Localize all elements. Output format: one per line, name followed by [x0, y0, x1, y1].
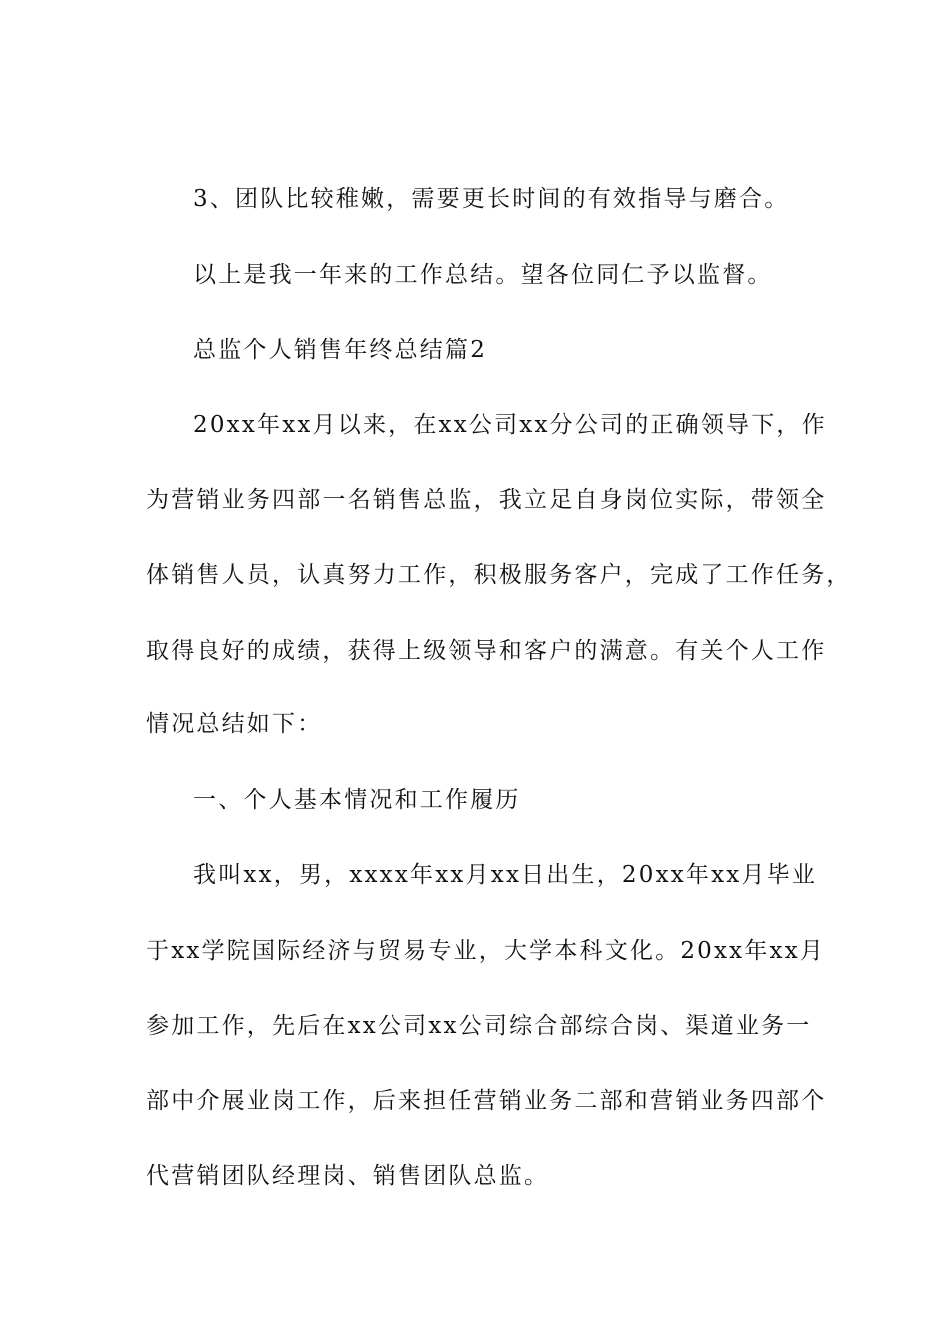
paragraph-intro-line-3: 体销售人员，认真努力工作，积极服务客户，完成了工作任务， — [146, 562, 852, 588]
paragraph-resume-line-5: 代营销团队经理岗、销售团队总监。 — [146, 1163, 550, 1189]
paragraph-intro-line-4: 取得良好的成绩，获得上级领导和客户的满意。有关个人工作 — [146, 638, 827, 664]
paragraph-intro-line-2: 为营销业务四部一名销售总监，我立足自身岗位实际，带领全 — [146, 487, 827, 513]
heading-basic-info: 一、个人基本情况和工作履历 — [193, 787, 521, 813]
paragraph-summary-closing: 以上是我一年来的工作总结。望各位同仁予以监督。 — [193, 262, 773, 288]
paragraph-resume-line-2: 于xx学院国际经济与贸易专业，大学本科文化。20xx年xx月 — [146, 938, 826, 964]
paragraph-resume-line-4: 部中介展业岗工作，后来担任营销业务二部和营销业务四部个 — [146, 1088, 827, 1114]
section-title-part-2: 总监个人销售年终总结篇2 — [193, 337, 488, 363]
paragraph-intro-line-1: 20xx年xx月以来，在xx公司xx分公司的正确领导下，作 — [193, 412, 827, 438]
paragraph-resume-line-3: 参加工作，先后在xx公司xx公司综合部综合岗、渠道业务一 — [146, 1013, 812, 1039]
paragraph-resume-line-1: 我叫xx，男，xxxx年xx月xx日出生，20xx年xx月毕业 — [193, 862, 818, 888]
paragraph-team-immature: 3、团队比较稚嫩，需要更长时间的有效指导与磨合。 — [193, 186, 790, 212]
paragraph-intro-line-5: 情况总结如下： — [146, 711, 323, 737]
